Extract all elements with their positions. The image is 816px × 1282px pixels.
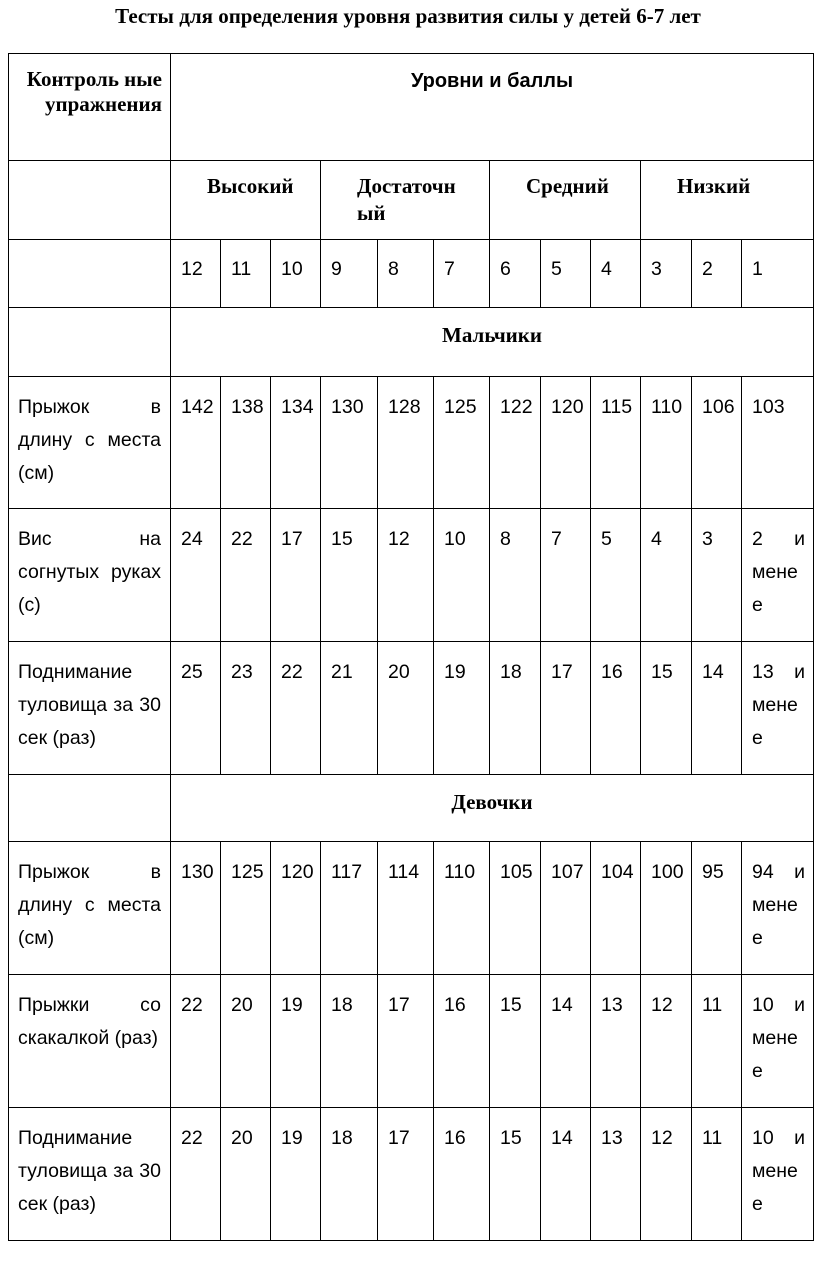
value-cell: 107 bbox=[541, 842, 591, 975]
value-cell: 19 bbox=[271, 1108, 321, 1241]
score-cell: 10 bbox=[271, 240, 321, 308]
group-row-girls bbox=[9, 775, 814, 842]
group-label-boys: Мальчики bbox=[171, 308, 814, 377]
value-cell: 11 bbox=[692, 975, 742, 1108]
score-cell: 7 bbox=[434, 240, 490, 308]
level-low: Низкий bbox=[641, 161, 814, 240]
table-row bbox=[9, 1108, 814, 1241]
value-cell: 17 bbox=[271, 509, 321, 642]
empty-cell bbox=[9, 240, 171, 308]
value-cell: 3 bbox=[692, 509, 742, 642]
value-cell: 130 bbox=[171, 842, 221, 975]
empty-cell bbox=[9, 775, 171, 842]
value-cell: 24 bbox=[171, 509, 221, 642]
value-cell: 7 bbox=[541, 509, 591, 642]
value-cell: 14 bbox=[541, 1108, 591, 1241]
exercise-name: Поднимание туловища за 30 сек (раз) bbox=[9, 642, 171, 775]
value-cell: 18 bbox=[490, 642, 541, 775]
value-cell: 10 и менее bbox=[742, 975, 814, 1108]
score-cell: 3 bbox=[641, 240, 692, 308]
header-row-scores bbox=[9, 240, 814, 308]
value-cell: 16 bbox=[591, 642, 641, 775]
value-cell: 115 bbox=[591, 377, 641, 509]
value-cell: 15 bbox=[490, 1108, 541, 1241]
table-row bbox=[9, 642, 814, 775]
value-cell: 21 bbox=[321, 642, 378, 775]
value-cell: 120 bbox=[541, 377, 591, 509]
value-cell: 15 bbox=[641, 642, 692, 775]
header-row-levels bbox=[9, 161, 814, 240]
value-cell: 117 bbox=[321, 842, 378, 975]
score-cell: 1 bbox=[742, 240, 814, 308]
value-cell: 15 bbox=[490, 975, 541, 1108]
value-cell: 16 bbox=[434, 1108, 490, 1241]
value-cell: 10 и менее bbox=[742, 1108, 814, 1241]
score-cell: 4 bbox=[591, 240, 641, 308]
page-title: Тесты для определения уровня развития силы у детей 6-7 лет bbox=[115, 4, 701, 28]
score-cell: 5 bbox=[541, 240, 591, 308]
score-cell: 12 bbox=[171, 240, 221, 308]
value-cell: 114 bbox=[378, 842, 434, 975]
value-cell: 134 bbox=[271, 377, 321, 509]
value-cell: 142 bbox=[171, 377, 221, 509]
strength-tests-table bbox=[8, 53, 814, 1241]
value-cell: 4 bbox=[641, 509, 692, 642]
value-cell: 20 bbox=[221, 1108, 271, 1241]
value-cell: 5 bbox=[591, 509, 641, 642]
header-row-main bbox=[9, 54, 814, 161]
value-cell: 17 bbox=[541, 642, 591, 775]
table-row bbox=[9, 377, 814, 509]
value-cell: 105 bbox=[490, 842, 541, 975]
value-cell: 14 bbox=[541, 975, 591, 1108]
table-row bbox=[9, 509, 814, 642]
value-cell: 138 bbox=[221, 377, 271, 509]
value-cell: 20 bbox=[378, 642, 434, 775]
value-cell: 94 и менее bbox=[742, 842, 814, 975]
level-sufficient: Достаточн ый bbox=[321, 161, 490, 240]
value-cell: 12 bbox=[378, 509, 434, 642]
level-high: Высокий bbox=[171, 161, 321, 240]
value-cell: 22 bbox=[221, 509, 271, 642]
value-cell: 23 bbox=[221, 642, 271, 775]
value-cell: 13 и менее bbox=[742, 642, 814, 775]
value-cell: 16 bbox=[434, 975, 490, 1108]
value-cell: 20 bbox=[221, 975, 271, 1108]
value-cell: 18 bbox=[321, 1108, 378, 1241]
value-cell: 11 bbox=[692, 1108, 742, 1241]
value-cell: 25 bbox=[171, 642, 221, 775]
value-cell: 125 bbox=[221, 842, 271, 975]
value-cell: 100 bbox=[641, 842, 692, 975]
value-cell: 8 bbox=[490, 509, 541, 642]
value-cell: 19 bbox=[271, 975, 321, 1108]
value-cell: 18 bbox=[321, 975, 378, 1108]
value-cell: 19 bbox=[434, 642, 490, 775]
value-cell: 12 bbox=[641, 975, 692, 1108]
value-cell: 110 bbox=[641, 377, 692, 509]
value-cell: 106 bbox=[692, 377, 742, 509]
value-cell: 128 bbox=[378, 377, 434, 509]
score-cell: 11 bbox=[221, 240, 271, 308]
value-cell: 14 bbox=[692, 642, 742, 775]
value-cell: 122 bbox=[490, 377, 541, 509]
value-cell: 12 bbox=[641, 1108, 692, 1241]
value-cell: 120 bbox=[271, 842, 321, 975]
value-cell: 13 bbox=[591, 975, 641, 1108]
value-cell: 104 bbox=[591, 842, 641, 975]
group-label-girls: Девочки bbox=[171, 775, 814, 842]
score-cell: 9 bbox=[321, 240, 378, 308]
value-cell: 22 bbox=[171, 975, 221, 1108]
value-cell: 15 bbox=[321, 509, 378, 642]
value-cell: 22 bbox=[171, 1108, 221, 1241]
exercise-name: Поднимание туловища за 30 сек (раз) bbox=[9, 1108, 171, 1241]
exercises-header: Контроль ные упражнения bbox=[9, 54, 171, 161]
value-cell: 125 bbox=[434, 377, 490, 509]
table-row bbox=[9, 842, 814, 975]
value-cell: 17 bbox=[378, 1108, 434, 1241]
exercise-name: Прыжок в длину с места (см) bbox=[9, 842, 171, 975]
score-cell: 8 bbox=[378, 240, 434, 308]
exercise-name: Прыжок в длину с места (см) bbox=[9, 377, 171, 509]
value-cell: 17 bbox=[378, 975, 434, 1108]
value-cell: 10 bbox=[434, 509, 490, 642]
score-cell: 2 bbox=[692, 240, 742, 308]
value-cell: 22 bbox=[271, 642, 321, 775]
exercise-name: Вис на согнутых руках (с) bbox=[9, 509, 171, 642]
levels-header: Уровни и баллы bbox=[171, 54, 814, 161]
score-cell: 6 bbox=[490, 240, 541, 308]
group-row-boys bbox=[9, 308, 814, 377]
value-cell: 95 bbox=[692, 842, 742, 975]
exercise-name: Прыжки со скакалкой (раз) bbox=[9, 975, 171, 1108]
empty-cell bbox=[9, 308, 171, 377]
table-row bbox=[9, 975, 814, 1108]
empty-cell bbox=[9, 161, 171, 240]
value-cell: 130 bbox=[321, 377, 378, 509]
level-medium: Средний bbox=[490, 161, 641, 240]
value-cell: 13 bbox=[591, 1108, 641, 1241]
value-cell: 110 bbox=[434, 842, 490, 975]
value-cell: 103 bbox=[742, 377, 814, 509]
value-cell: 2 и менее bbox=[742, 509, 814, 642]
